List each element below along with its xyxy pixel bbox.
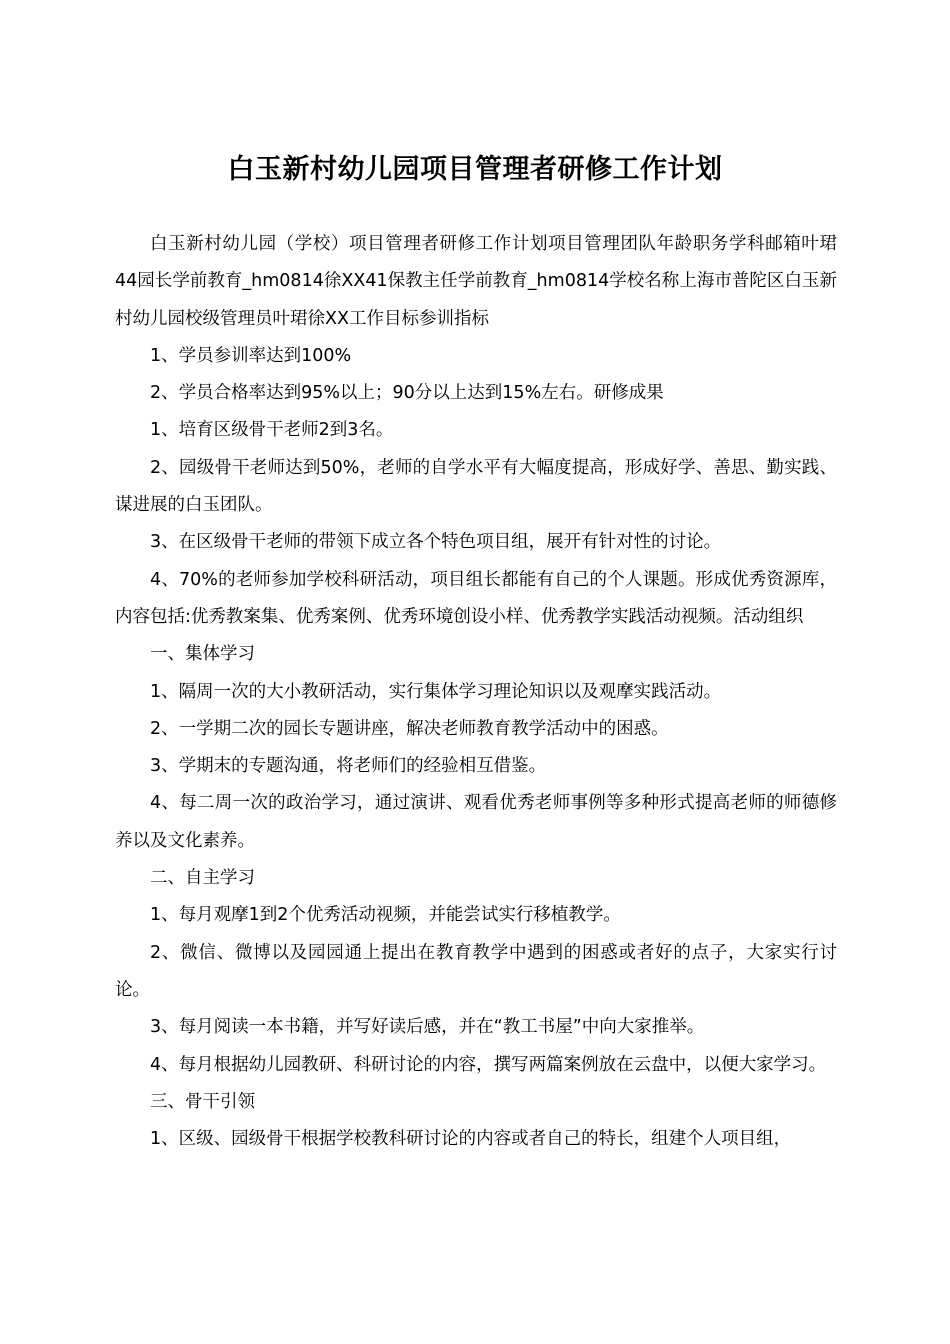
paragraph: 1、隔周一次的大小教研活动，实行集体学习理论知识以及观摩实践活动。 (150, 681, 722, 702)
paragraph: 4、70%的老师参加学校科研活动，项目组长都能有自己的个人课题。形成优秀资源库，内容包括:优秀教案集、优秀案例、优秀环境创设小样、优秀教学实践活动视频。活动组织 (115, 569, 837, 627)
section-heading-self-study: 二、自主学习 (150, 868, 255, 889)
paragraph: 2、园级骨干老师达到50%，老师的自学水平有大幅度提高，形成好学、善思、勤实践、谋进展的白玉团队。 (115, 457, 837, 516)
paragraph: 1、培育区级骨干老师2到3名。 (150, 420, 394, 441)
paragraph: 1、学员参训率达到100% (150, 345, 352, 366)
paragraph: 3、在区级骨干老师的带领下成立各个特色项目组，展开有针对性的讨论。 (150, 532, 722, 553)
paragraph: 2、学员合格率达到95%以上；90分以上达到15%左右。研修成果 (150, 383, 664, 404)
document-title: 白玉新村幼儿园项目管理者研修工作计划 (227, 154, 723, 186)
paragraph: 4、每二周一次的政治学习，通过演讲、观看优秀老师事例等多种形式提高老师的师德修养以及文化素养。 (115, 793, 837, 851)
section-heading-collective-study: 一、集体学习 (150, 644, 255, 665)
paragraph: 2、一学期二次的园长专题讲座，解决老师教育教学活动中的困惑。 (150, 718, 669, 739)
paragraph: 2、微信、微博以及园园通上提出在教育教学中遇到的困惑或者好的点子，大家实行讨论。 (115, 942, 837, 1000)
paragraph: 4、每月根据幼儿园教研、科研讨论的内容，撰写两篇案例放在云盘中，以便大家学习。 (150, 1054, 827, 1075)
paragraph-intro: 白玉新村幼儿园（学校）项目管理者研修工作计划项目管理团队年龄职务学科邮箱叶珺44园长学前教育_hm0814徐XX41保教主任学前教育_hm0814学校名称上海市普陀区白玉新村幼儿园校级管理员叶珺徐XX工作目标参训指标 (115, 234, 837, 329)
paragraph: 3、学期末的专题沟通，将老师们的经验相互借鉴。 (150, 756, 547, 777)
paragraph: 1、每月观摩1到2个优秀活动视频，并能尝试实行移植教学。 (150, 905, 621, 926)
paragraph: 1、区级、园级骨干根据学校教科研讨论的内容或者自己的特长，组建个人项目组， (150, 1129, 792, 1150)
paragraph: 3、每月阅读一本书籍，并写好读后感，并在“教工书屋”中向大家推举。 (150, 1017, 705, 1038)
document-body (115, 226, 837, 1158)
section-heading-backbone-leading: 三、骨干引领 (150, 1091, 255, 1112)
